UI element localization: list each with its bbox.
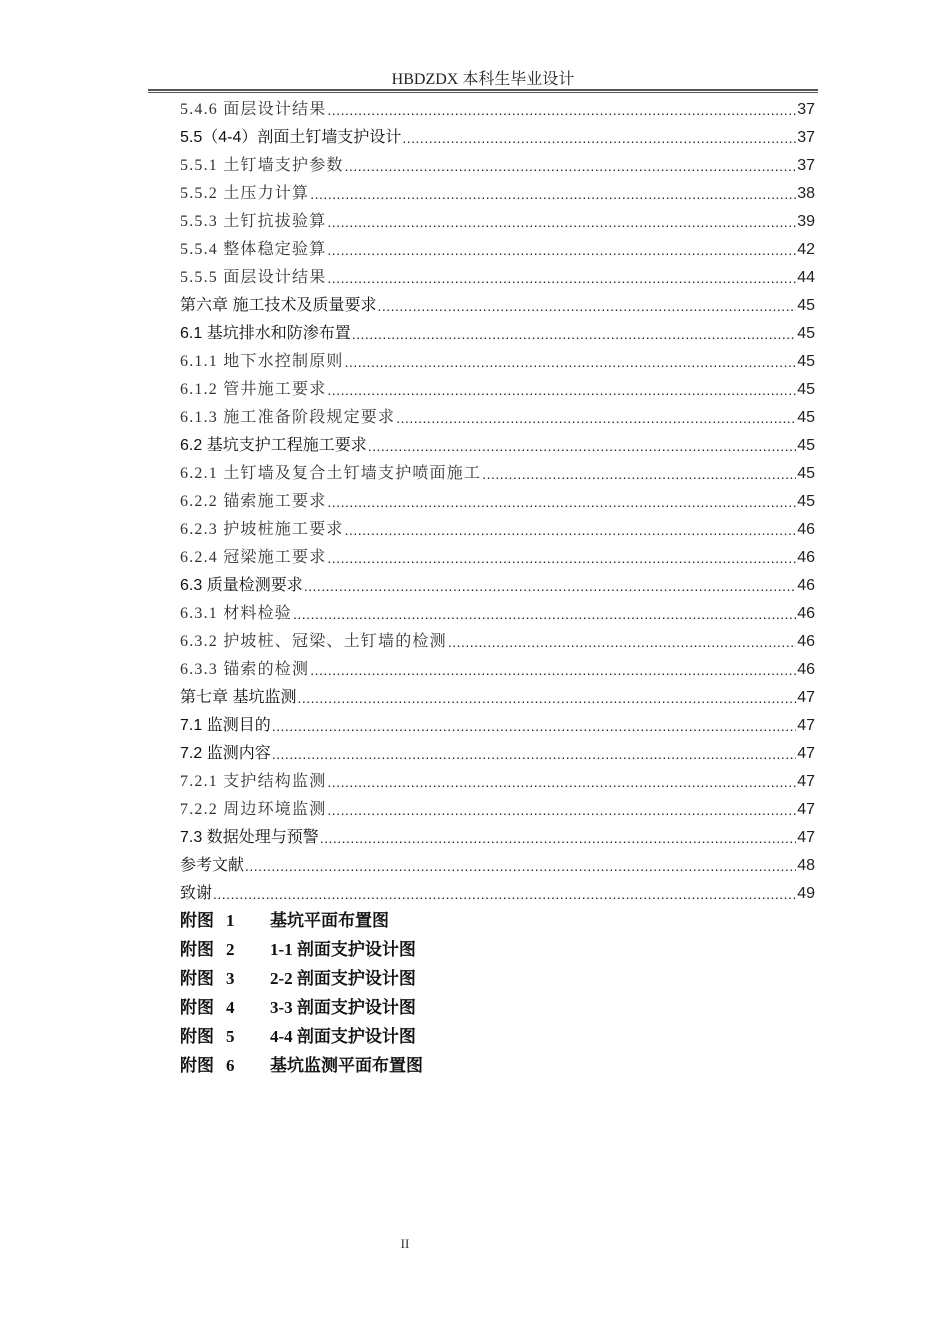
- appendix-title: 2-2 剖面支护设计图: [270, 969, 416, 988]
- toc-entry[interactable]: [180, 432, 815, 460]
- toc-leader-dots: [368, 432, 797, 460]
- toc-leader-dots: [320, 824, 797, 852]
- toc-leader-dots: [377, 292, 796, 320]
- appendix-label: 附图: [180, 998, 214, 1017]
- toc-entry-page: 46: [797, 521, 815, 538]
- toc-leader-dots: [327, 796, 796, 824]
- toc-entry[interactable]: [180, 768, 815, 796]
- toc-leader-dots: [213, 880, 796, 908]
- toc-entry[interactable]: [180, 880, 815, 908]
- toc-entry-label: 参考文献: [180, 857, 245, 874]
- toc-entry-label: 致谢: [180, 885, 213, 902]
- page-number: II: [400, 1236, 410, 1251]
- toc-leader-dots: [272, 712, 797, 740]
- toc-entry-page: 47: [797, 801, 815, 818]
- toc-entry-page: 45: [797, 409, 815, 426]
- toc-entry-page: 47: [797, 689, 815, 706]
- toc-entry[interactable]: [180, 656, 815, 684]
- toc-entry-label: 7.1 监测目的: [180, 717, 271, 734]
- toc-leader-dots: [448, 628, 796, 656]
- toc-entry-label: 6.2.2 锚索施工要求: [180, 493, 327, 510]
- appendix-entry[interactable]: [180, 964, 423, 993]
- toc-entry-page: 47: [797, 829, 815, 846]
- toc-entry-page: 44: [797, 269, 815, 286]
- appendix-number: 5: [226, 1027, 235, 1046]
- appendix-title: 基坑监测平面布置图: [270, 1056, 423, 1075]
- toc-entry[interactable]: [180, 96, 815, 124]
- appendix-title: 基坑平面布置图: [270, 911, 389, 930]
- appendix-title: 1-1 剖面支护设计图: [270, 940, 416, 959]
- toc-entry-page: 46: [797, 661, 815, 678]
- toc-entry[interactable]: [180, 180, 815, 208]
- toc-entry-label: 7.3 数据处理与预警: [180, 829, 319, 846]
- appendix-entry[interactable]: [180, 1022, 423, 1051]
- toc-entry[interactable]: [180, 516, 815, 544]
- toc-entry-page: 46: [797, 633, 815, 650]
- toc-entry-page: 46: [797, 605, 815, 622]
- toc-entry-page: 37: [797, 157, 815, 174]
- toc-entry-label: 6.3.2 护坡桩、冠梁、土钉墙的检测: [180, 633, 447, 650]
- toc-entry-page: 45: [797, 353, 815, 370]
- toc-entry-page: 37: [797, 101, 815, 118]
- toc-entry[interactable]: [180, 152, 815, 180]
- toc-entry[interactable]: [180, 740, 815, 768]
- toc-entry-label: 5.5.2 土压力计算: [180, 185, 310, 202]
- toc-leader-dots: [396, 404, 796, 432]
- appendix-entry[interactable]: [180, 1051, 423, 1080]
- appendix-title: 3-3 剖面支护设计图: [270, 998, 416, 1017]
- toc-entry-label: 6.1.3 施工准备阶段规定要求: [180, 409, 396, 426]
- toc-entry-label: 6.3.3 锚索的检测: [180, 661, 310, 678]
- toc-entry-page: 45: [797, 325, 815, 342]
- toc-entry-label: 5.5.5 面层设计结果: [180, 269, 327, 286]
- toc-entry-page: 45: [797, 493, 815, 510]
- toc-entry-label: 7.2.2 周边环境监测: [180, 801, 327, 818]
- toc-entry-label: 6.3.1 材料检验: [180, 605, 293, 622]
- toc-entry-label: 7.2.1 支护结构监测: [180, 773, 327, 790]
- toc-entry[interactable]: [180, 348, 815, 376]
- toc-entry-label: 5.5.3 土钉抗拔验算: [180, 213, 327, 230]
- toc-entry-page: 48: [797, 857, 815, 874]
- toc-entry-label: 第六章 施工技术及质量要求: [180, 297, 377, 314]
- toc-entry[interactable]: [180, 488, 815, 516]
- toc-leader-dots: [293, 600, 796, 628]
- toc-leader-dots: [352, 320, 797, 348]
- appendix-label: 附图: [180, 969, 214, 988]
- appendix-number: 3: [226, 969, 235, 988]
- toc-entry[interactable]: [180, 852, 815, 880]
- toc-leader-dots: [327, 208, 796, 236]
- toc-entry[interactable]: [180, 404, 815, 432]
- toc-entry-label: 5.4.6 面层设计结果: [180, 101, 327, 118]
- toc-entry-label: 5.5.4 整体稳定验算: [180, 241, 327, 258]
- toc-entry-label: 6.3 质量检测要求: [180, 577, 303, 594]
- toc-entry-page: 47: [797, 773, 815, 790]
- toc-entry-label: 6.1 基坑排水和防渗布置: [180, 325, 351, 342]
- toc-entry-page: 45: [797, 465, 815, 482]
- toc-entry-page: 38: [797, 185, 815, 202]
- toc-entry[interactable]: [180, 292, 815, 320]
- toc-entry[interactable]: [180, 712, 815, 740]
- toc-entry[interactable]: [180, 824, 815, 852]
- toc-leader-dots: [272, 740, 797, 768]
- toc-entry-page: 49: [797, 885, 815, 902]
- toc-entry-label: 5.5（4-4）剖面土钉墙支护设计: [180, 129, 402, 146]
- toc-leader-dots: [327, 768, 796, 796]
- toc-leader-dots: [327, 96, 796, 124]
- appendix-number: 4: [226, 998, 235, 1017]
- toc-entry[interactable]: [180, 628, 815, 656]
- toc-leader-dots: [402, 124, 796, 152]
- toc-leader-dots: [327, 376, 796, 404]
- toc-entry[interactable]: [180, 684, 815, 712]
- toc-entry-page: 45: [797, 297, 815, 314]
- appendix-label: 附图: [180, 911, 214, 930]
- toc-entry[interactable]: [180, 572, 815, 600]
- toc-entry-label: 6.2.4 冠梁施工要求: [180, 549, 327, 566]
- toc-entry[interactable]: [180, 376, 815, 404]
- toc-entry-label: 6.1.2 管井施工要求: [180, 381, 327, 398]
- toc-entry-label: 6.1.1 地下水控制原则: [180, 353, 344, 370]
- appendix-label: 附图: [180, 1056, 214, 1075]
- appendix-entry[interactable]: [180, 935, 423, 964]
- toc-leader-dots: [304, 572, 797, 600]
- toc-leader-dots: [327, 488, 796, 516]
- toc-entry[interactable]: [180, 600, 815, 628]
- toc-entry[interactable]: [180, 460, 815, 488]
- toc-leader-dots: [327, 264, 796, 292]
- toc-entry-page: 45: [797, 437, 815, 454]
- toc-entry[interactable]: [180, 264, 815, 292]
- toc-leader-dots: [345, 348, 797, 376]
- toc-leader-dots: [245, 852, 796, 880]
- appendix-entry[interactable]: [180, 993, 423, 1022]
- toc-entry-page: 39: [797, 213, 815, 230]
- toc-entry-label: 5.5.1 土钉墙支护参数: [180, 157, 344, 174]
- appendix-figure-list: [180, 906, 423, 1080]
- toc-entry-page: 45: [797, 381, 815, 398]
- page-header-title: HBDZDX 本科生毕业设计: [391, 71, 575, 88]
- toc-entry[interactable]: [180, 544, 815, 572]
- toc-entry-label: 6.2.3 护坡桩施工要求: [180, 521, 344, 538]
- toc-entry[interactable]: [180, 796, 815, 824]
- toc-entry-page: 46: [797, 549, 815, 566]
- toc-entry-page: 42: [797, 241, 815, 258]
- toc-leader-dots: [345, 516, 797, 544]
- toc-leader-dots: [297, 684, 796, 712]
- toc-entry-label: 6.2.1 土钉墙及复合土钉墙支护喷面施工: [180, 465, 482, 482]
- toc-entry-page: 47: [797, 717, 815, 734]
- toc-entry-label: 6.2 基坑支护工程施工要求: [180, 437, 367, 454]
- toc-entry[interactable]: [180, 208, 815, 236]
- appendix-number: 2: [226, 940, 235, 959]
- toc-entry-page: 37: [797, 129, 815, 146]
- toc-leader-dots: [310, 656, 796, 684]
- toc-entry-page: 46: [797, 577, 815, 594]
- toc-entry-page: 47: [797, 745, 815, 762]
- toc-entry[interactable]: [180, 124, 815, 152]
- toc-leader-dots: [327, 236, 796, 264]
- appendix-number: 1: [226, 911, 235, 930]
- appendix-label: 附图: [180, 1027, 214, 1046]
- toc-leader-dots: [345, 152, 797, 180]
- table-of-contents: [180, 96, 815, 908]
- header-rule: [148, 89, 818, 93]
- appendix-label: 附图: [180, 940, 214, 959]
- toc-leader-dots: [327, 544, 796, 572]
- appendix-title: 4-4 剖面支护设计图: [270, 1027, 416, 1046]
- toc-leader-dots: [482, 460, 796, 488]
- toc-entry-label: 7.2 监测内容: [180, 745, 271, 762]
- toc-leader-dots: [310, 180, 796, 208]
- appendix-number: 6: [226, 1056, 235, 1075]
- toc-entry[interactable]: [180, 236, 815, 264]
- toc-entry-label: 第七章 基坑监测: [180, 689, 297, 706]
- appendix-entry[interactable]: [180, 906, 423, 935]
- toc-entry[interactable]: [180, 320, 815, 348]
